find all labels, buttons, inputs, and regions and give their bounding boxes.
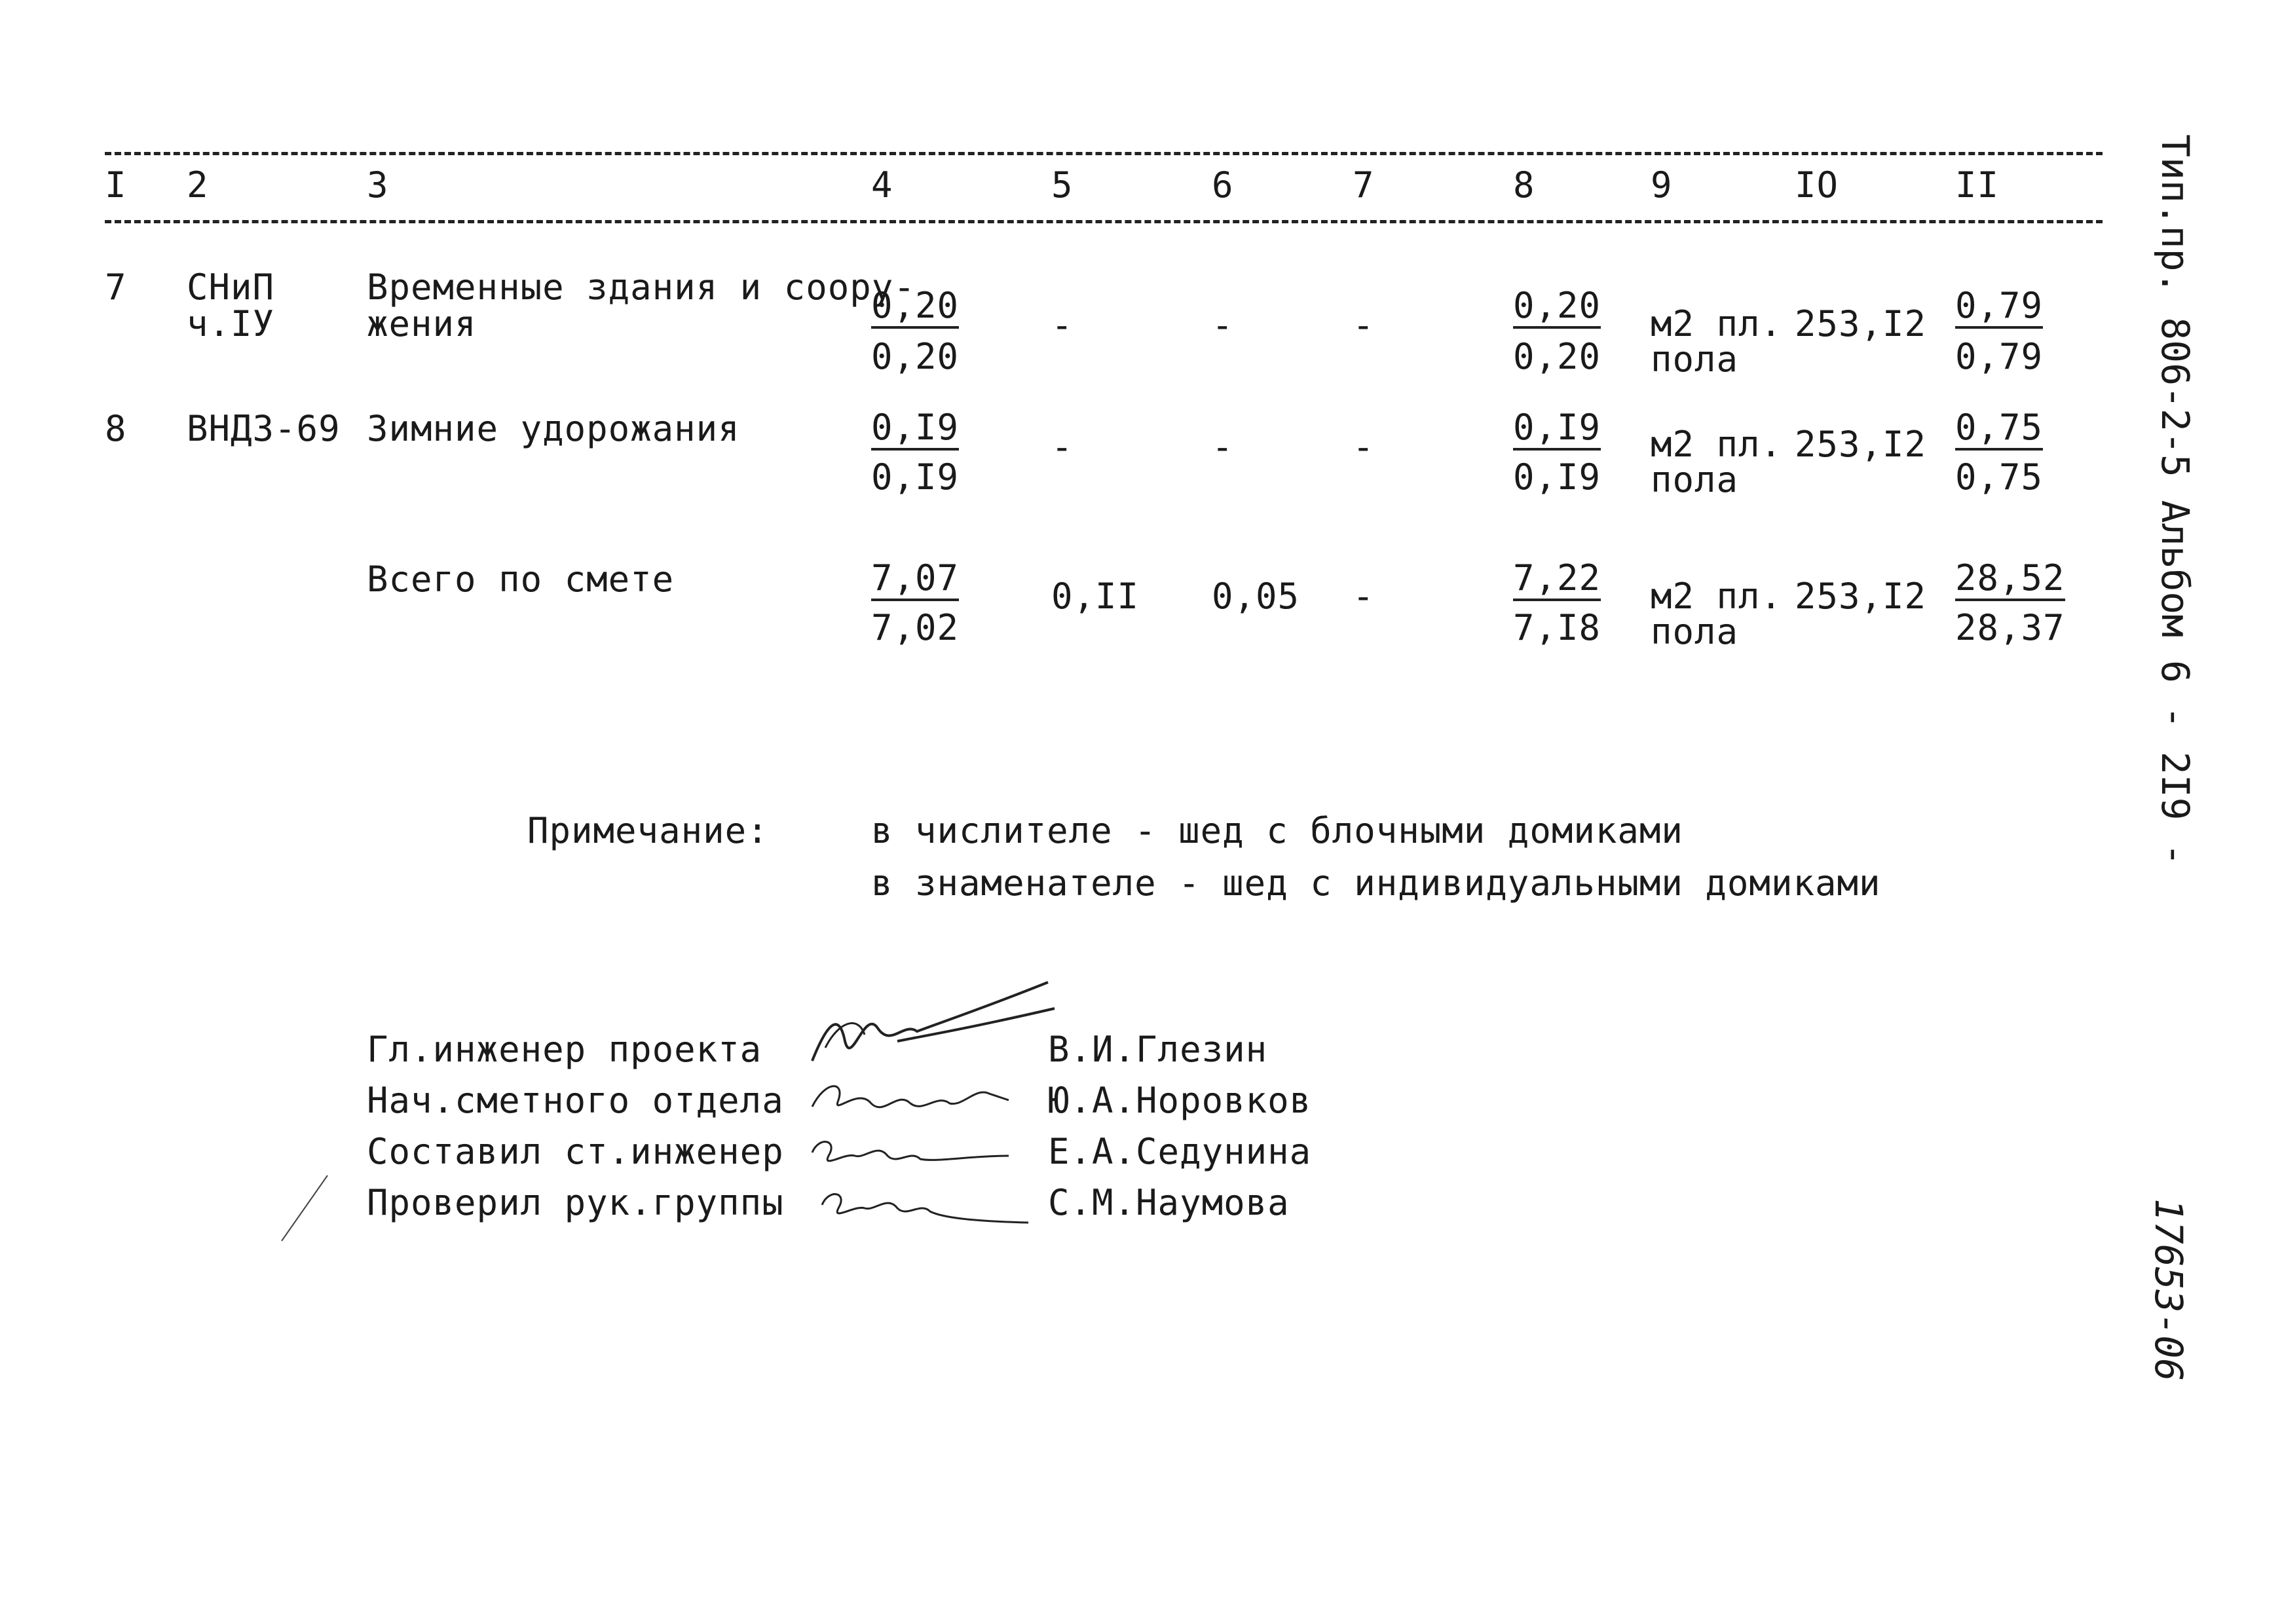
- col-header-4: 4: [871, 164, 893, 206]
- note-line-2: в знаменателе - шед с индивидуальными домиками: [871, 862, 1881, 904]
- col6-value: 0,05: [1212, 576, 1300, 617]
- col-header-9: 9: [1651, 164, 1673, 206]
- signature-name: С.М.Наумова: [1048, 1182, 1290, 1223]
- unit: м2 пл.: [1651, 303, 1783, 344]
- col-header-6: 6: [1212, 164, 1234, 206]
- col4-numerator: 7,07: [871, 561, 959, 601]
- unit: м2 пл.: [1651, 424, 1783, 465]
- col11-denominator: 0,79: [1955, 336, 2044, 377]
- unit-line2: пола: [1651, 459, 1739, 500]
- unit-line2: пола: [1651, 611, 1739, 652]
- side-stamp-text: Тип.пр. 806-2-5 Альбом 6 - 2I9 -: [2153, 134, 2198, 866]
- col5-value: 0,II: [1051, 576, 1140, 617]
- col-header-8: 8: [1513, 164, 1535, 206]
- signature-role: Проверил рук.группы: [367, 1182, 784, 1223]
- col4-denominator: 7,02: [871, 607, 960, 648]
- row-number: 7: [105, 267, 127, 308]
- col11-numerator: 0,79: [1955, 288, 2043, 329]
- col8-denominator: 7,I8: [1513, 607, 1601, 648]
- col4-denominator: 0,20: [871, 336, 960, 377]
- handwritten-signature-1: [799, 969, 1061, 1074]
- col-header-10: IO: [1795, 164, 1839, 206]
- handwritten-signature-2: [799, 1067, 1015, 1126]
- total-label: Всего по смете: [367, 559, 675, 600]
- col10-value: 253,I2: [1795, 303, 1927, 344]
- row-code: СНиП: [187, 267, 275, 308]
- col7-value: -: [1353, 576, 1375, 617]
- row-code-line2: ч.IУ: [187, 303, 275, 344]
- col8-denominator: 0,20: [1513, 336, 1601, 377]
- col5-value: -: [1051, 426, 1074, 468]
- note-label: Примечание:: [527, 810, 769, 851]
- signature-name: В.И.Глезин: [1048, 1029, 1268, 1070]
- col6-value: -: [1212, 304, 1234, 346]
- col-header-2: 2: [187, 164, 209, 206]
- row-name-line2: жения: [367, 303, 477, 344]
- col11-denominator: 28,37: [1955, 607, 2065, 648]
- col6-value: -: [1212, 426, 1234, 468]
- col7-value: -: [1353, 304, 1375, 346]
- handwritten-signature-4: [812, 1175, 1035, 1234]
- signature-name: Е.А.Седунина: [1048, 1131, 1312, 1172]
- unit-line2: пола: [1651, 339, 1739, 380]
- col5-value: -: [1051, 304, 1074, 346]
- side-stamp: [2153, 134, 2198, 866]
- col8-denominator: 0,I9: [1513, 456, 1601, 498]
- note-line-1: в числителе - шед с блочными домиками: [871, 810, 1683, 851]
- side-code-text: 17653-06: [2146, 1198, 2191, 1382]
- table-header-rule: [105, 220, 2103, 223]
- handwritten-signature-3: [799, 1126, 1015, 1179]
- col11-denominator: 0,75: [1955, 456, 2044, 498]
- col7-value: -: [1353, 426, 1375, 468]
- col8-numerator: 7,22: [1513, 561, 1601, 601]
- margin-pencil-mark: [275, 1172, 334, 1244]
- row-code: ВНДЗ-69: [187, 408, 341, 449]
- col-header-11: II: [1955, 164, 2000, 206]
- row-name: Временные здания и соору-: [367, 267, 916, 308]
- col-header-5: 5: [1051, 164, 1074, 206]
- row-name: Зимние удорожания: [367, 408, 740, 449]
- signature-role: Гл.инженер проекта: [367, 1029, 762, 1070]
- col-header-7: 7: [1353, 164, 1375, 206]
- col4-denominator: 0,I9: [871, 456, 960, 498]
- col11-numerator: 28,52: [1955, 561, 2065, 601]
- signature-role: Составил ст.инженер: [367, 1131, 784, 1172]
- signature-role: Нач.сметного отдела: [367, 1080, 784, 1121]
- col11-numerator: 0,75: [1955, 410, 2043, 451]
- col4-numerator: 0,20: [871, 288, 959, 329]
- row-number: 8: [105, 408, 127, 449]
- col8-numerator: 0,20: [1513, 288, 1601, 329]
- col8-numerator: 0,I9: [1513, 410, 1601, 451]
- col-header-3: 3: [367, 164, 389, 206]
- unit: м2 пл.: [1651, 576, 1783, 617]
- signature-name: Ю.А.Норовков: [1048, 1080, 1312, 1121]
- col4-numerator: 0,I9: [871, 410, 959, 451]
- table-top-rule: [105, 152, 2103, 155]
- side-code: [2146, 1198, 2191, 1382]
- col10-value: 253,I2: [1795, 576, 1927, 617]
- col-header-1: I: [105, 164, 127, 206]
- col10-value: 253,I2: [1795, 424, 1927, 465]
